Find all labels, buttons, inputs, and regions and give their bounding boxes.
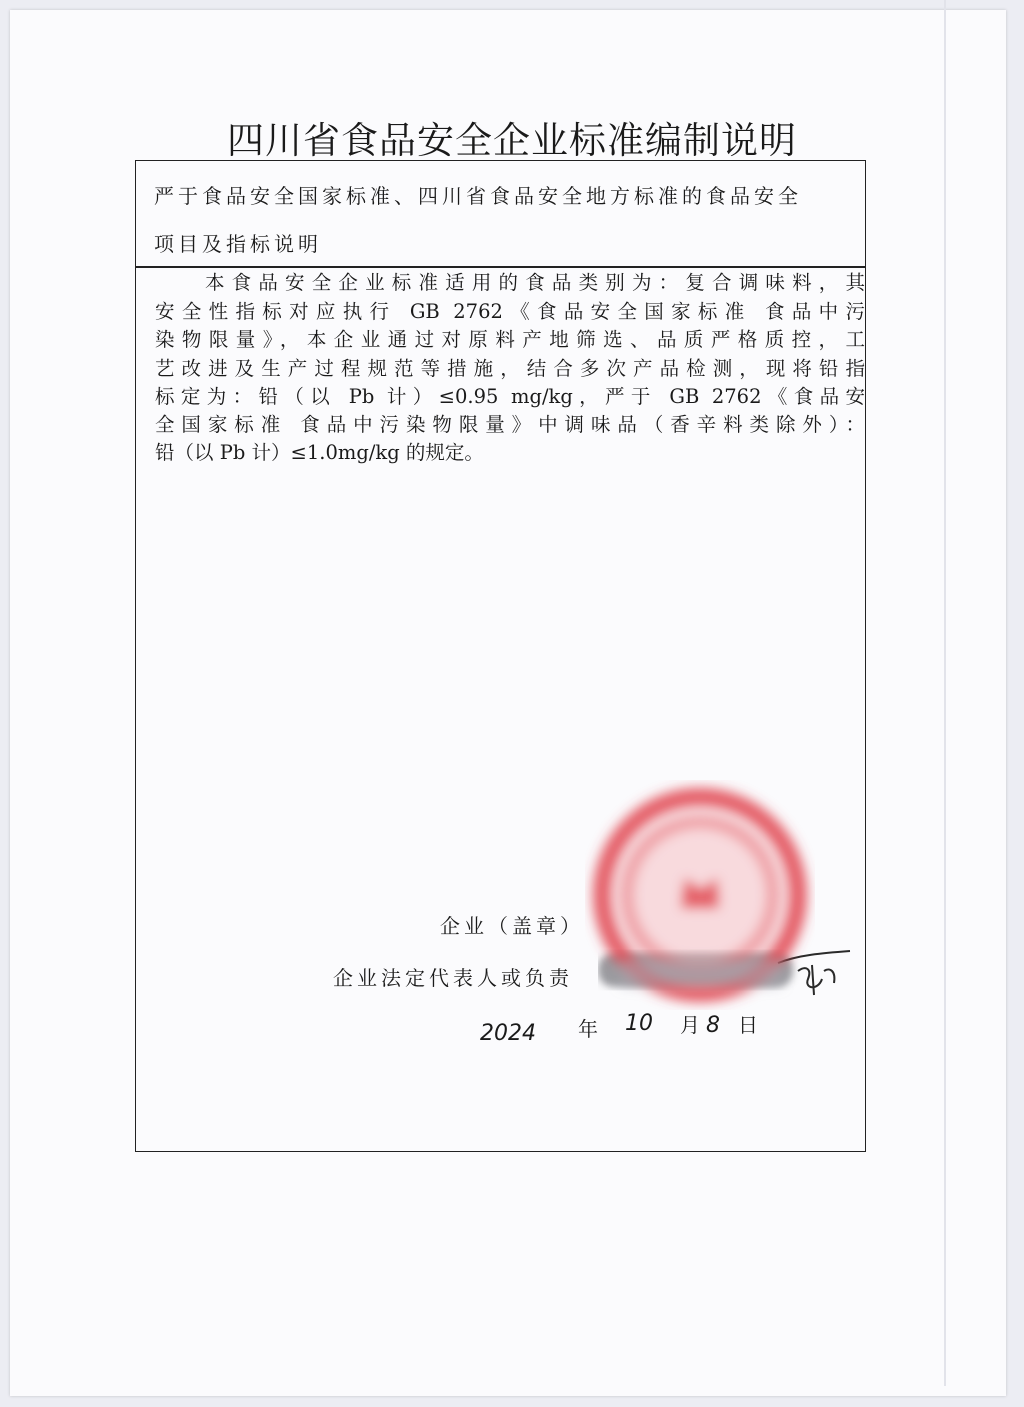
date-year-unit: 年 [578, 1017, 598, 1041]
date-month-unit: 月 [680, 1013, 700, 1037]
page-fold-line [944, 0, 946, 1386]
document-title: 四川省食品安全企业标准编制说明 [227, 119, 797, 162]
company-stamp-label: 企业（盖章） [440, 914, 584, 938]
body-line: 铅（以 Pb 计）≤1.0mg/kg 的规定。 [155, 441, 484, 464]
table-header-line-1: 严于食品安全国家标准、四川省食品安全地方标准的食品安全 [154, 184, 802, 208]
body-line: 本食品安全企业标准适用的食品类别为：复合调味料，其 [205, 271, 865, 294]
body-line: 全国家标准 食品中污染物限量》中调味品（香辛料类除外）： [155, 413, 865, 436]
date-day: 8 [706, 1013, 720, 1038]
date-day-unit: 日 [738, 1013, 758, 1037]
legal-representative-label: 企业法定代表人或负责 [333, 966, 573, 990]
company-seal-stamp [585, 780, 815, 1010]
body-line: 安全性指标对应执行 GB 2762《食品安全国家标准 食品中污 [155, 300, 865, 323]
body-line: 标定为：铅（以 Pb 计）≤0.95 mg/kg，严于 GB 2762《食品安 [155, 385, 865, 408]
body-line: 艺改进及生产过程规范等措施，结合多次产品检测，现将铅指 [155, 357, 865, 380]
date-year: 2024 [480, 1021, 536, 1046]
date-month: 10 [625, 1011, 653, 1036]
table-header-line-2: 项目及指标说明 [154, 232, 322, 256]
body-line: 染物限量》，本企业通过对原料产地筛选、品质严格质控，工 [155, 328, 865, 351]
